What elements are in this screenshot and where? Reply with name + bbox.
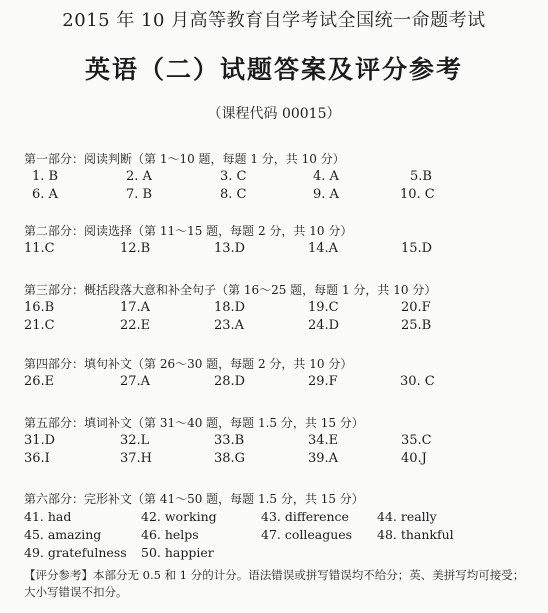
answer-item: 3. C <box>220 169 247 184</box>
answer-row <box>24 432 536 450</box>
answer-row <box>24 526 536 544</box>
answer-item: 27.A <box>120 374 151 389</box>
answer-item: 17.A <box>120 300 151 315</box>
paper-title: 英语（二）试题答案及评分参考 <box>84 55 463 84</box>
answer-item: 44. really <box>377 509 437 524</box>
answer-row <box>24 317 536 335</box>
answer-item: 11.C <box>24 241 55 256</box>
exam-title: 2015 年 10 月高等教育自学考试全国统一命题考试 <box>62 10 486 31</box>
answer-item: 42. working <box>141 509 217 524</box>
answer-item: 12.B <box>120 241 151 256</box>
section-heading: 第三部分：概括段落大意和补全句子（第 16～25 题，每题 1 分，共 10 分） <box>24 283 437 297</box>
answer-item: 10. C <box>400 187 435 202</box>
answer-item: 5.B <box>410 169 432 184</box>
answer-row <box>24 240 536 258</box>
answer-item: 24.D <box>308 318 340 333</box>
section-heading: 第二部分：阅读选择（第 11～15 题，每题 2 分，共 10 分） <box>24 224 353 238</box>
answer-item: 50. happier <box>141 545 214 560</box>
section-1 <box>24 150 536 204</box>
section-heading: 第一部分：阅读判断（第 1～10 题，每题 1 分，共 10 分） <box>24 152 345 166</box>
answer-item: 29.F <box>308 374 338 389</box>
section-5 <box>24 414 536 468</box>
answer-item: 7. B <box>126 187 153 202</box>
answer-item: 47. colleagues <box>261 527 353 542</box>
answer-item: 38.G <box>214 451 246 466</box>
answer-item: 1. B <box>32 169 59 184</box>
section-heading: 第六部分：完形补文（第 41～50 题，每题 1.5 分，共 15 分） <box>24 492 364 506</box>
answer-item: 36.I <box>24 451 50 466</box>
answer-item: 45. amazing <box>24 527 102 542</box>
answer-item: 8. C <box>220 187 247 202</box>
answer-item: 22.E <box>120 318 151 333</box>
answer-row <box>24 450 536 468</box>
answer-item: 48. thankful <box>377 527 454 542</box>
section-heading: 第五部分：填词补文（第 31～40 题，每题 1.5 分，共 15 分） <box>24 416 364 430</box>
section-3 <box>24 281 536 335</box>
answer-item: 34.E <box>308 433 339 448</box>
section-2 <box>24 222 536 258</box>
answer-item: 13.D <box>214 241 246 256</box>
section-6 <box>24 490 536 562</box>
answer-item: 25.B <box>401 318 432 333</box>
answer-row <box>24 186 536 204</box>
answer-item: 19.C <box>308 300 339 315</box>
answer-row <box>24 168 536 186</box>
answer-item: 16.B <box>24 300 55 315</box>
answer-item: 6. A <box>32 187 58 202</box>
answer-item: 2. A <box>126 169 152 184</box>
section-4 <box>24 355 536 391</box>
answer-item: 21.C <box>24 318 55 333</box>
answer-item: 49. gratefulness <box>24 545 127 560</box>
answer-item: 30. C <box>400 374 435 389</box>
answer-item: 43. difference <box>261 509 349 524</box>
answer-item: 33.B <box>214 433 245 448</box>
answer-item: 32.L <box>120 433 150 448</box>
answer-item: 23.A <box>214 318 245 333</box>
answer-row <box>24 299 536 317</box>
answer-item: 37.H <box>120 451 153 466</box>
answer-item: 28.D <box>214 374 246 389</box>
answer-item: 9. A <box>313 187 339 202</box>
answer-item: 18.D <box>214 300 246 315</box>
answer-item: 31.D <box>24 433 56 448</box>
answer-item: 41. had <box>24 509 72 524</box>
answer-item: 15.D <box>401 241 433 256</box>
answer-row <box>24 508 536 526</box>
answer-row <box>24 373 536 391</box>
answer-item: 14.A <box>308 241 339 256</box>
answer-item: 26.E <box>24 374 55 389</box>
scoring-note: 【评分参考】本部分无 0.5 和 1 分的计分。语法错误或拼写错误均不给分；英、美拼写均可接受；大小写错误不扣分。 <box>24 568 525 599</box>
answer-item: 35.C <box>401 433 432 448</box>
answer-item: 39.A <box>308 451 339 466</box>
answer-item: 20.F <box>401 300 431 315</box>
answer-item: 4. A <box>313 169 339 184</box>
course-code: （课程代码 00015） <box>207 106 341 122</box>
answer-row <box>24 544 536 562</box>
answer-item: 40.J <box>401 451 427 466</box>
answer-item: 46. helps <box>141 527 199 542</box>
section-heading: 第四部分：填句补文（第 26～30 题，每题 2 分，共 10 分） <box>24 357 353 371</box>
